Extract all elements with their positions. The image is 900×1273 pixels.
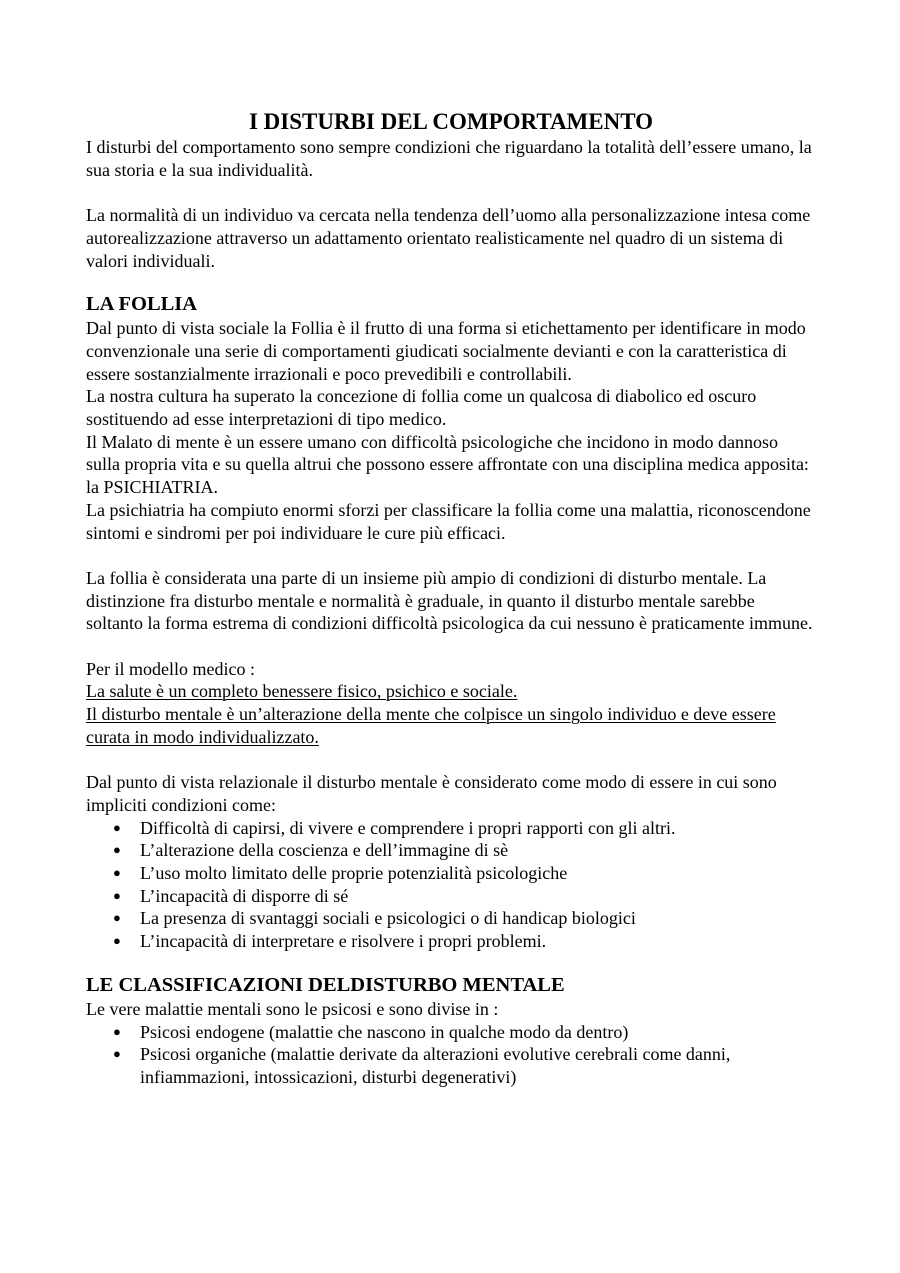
intro-paragraph-1: I disturbi del comportamento sono sempre condizioni che riguardano la totalità dell’essere umano, la sua storia e la sua individualità. [86,137,812,180]
list-item [86,907,816,930]
spacer [86,749,816,772]
list-item [86,1021,816,1044]
follia-paragraph-4: La psichiatria ha compiuto enormi sforzi per classificare la follia come una malattia, riconoscendone sintomi e sindromi per poi individuare le cure più efficaci. [86,499,811,543]
follia-paragraph-3: Il Malato di mente è un essere umano con difficoltà psicologiche che incidono in modo dannoso sulla propria vita e su quella altrui che possono essere affrontate con una disciplina medica apposita: la PSICHIATRIA. [86,431,809,498]
list-item-text: L’alterazione della coscienza e dell’immagine di sè [140,840,509,861]
list-item [86,817,816,840]
bullet-icon: ● [113,1023,121,1039]
list-item-text: Difficoltà di capirsi, di vivere e comprendere i propri rapporti con gli altri. [140,817,676,838]
list-item-text: Psicosi endogene (malattie che nascono in qualche modo da dentro) [140,1021,629,1042]
list-item [86,885,816,908]
medical-model-definition-1: La salute è un completo benessere fisico, psichico e sociale. [86,681,518,702]
bullet-icon: ● [113,865,121,881]
list-item-text: La presenza di svantaggi sociali e psicologici o di handicap biologici [140,908,636,929]
document-title: I DISTURBI DEL COMPORTAMENTO [248,109,654,134]
list-item-text: L’uso molto limitato delle proprie potenzialità psicologiche [140,863,568,884]
classificazioni-list [86,1021,816,1089]
medical-model-definition-2: Il disturbo mentale è un’alterazione della mente che colpisce un singolo individuo e deve essere curata in modo individualizzato. [86,704,776,747]
bullet-icon: ● [113,1046,121,1062]
bullet-icon: ● [113,819,121,835]
list-item-text: Psicosi organiche (malattie derivate da alterazioni evolutive cerebrali come danni, infiammazioni, intossicazioni, disturbi degenerativi) [140,1044,731,1087]
list-item-text: L’incapacità di disporre di sé [140,885,349,906]
classificazioni-intro: Le vere malattie mentali sono le psicosi e sono divise in : [86,998,499,1019]
list-item [86,839,816,862]
spacer [86,272,816,291]
follia-disturbo-paragraph: La follia è considerata una parte di un insieme più ampio di condizioni di disturbo mentale. La distinzione fra disturbo mentale e normalità è graduale, in quanto il disturbo mentale sarebbe soltanto la forma estrema di condizioni difficoltà psicologica da cui nessuno è praticamente immune. [86,567,813,634]
list-item [86,1043,816,1088]
spacer [86,181,816,204]
bullet-icon: ● [113,842,121,858]
follia-paragraph-2: La nostra cultura ha superato la concezione di follia come un qualcosa di diabolico ed oscuro sostituendo ad esse interpretazioni di tipo medico. [86,386,757,430]
bullet-icon: ● [113,910,121,926]
section-heading-follia: LA FOLLIA [86,293,198,316]
intro-paragraph-2: La normalità di un individuo va cercata nella tendenza dell’uomo alla personalizzazione intesa come autorealizzazione attraverso un adattamento orientato realisticamente nel quadro di un sistema di valori individuali. [86,205,811,271]
relational-intro: Dal punto di vista relazionale il disturbo mentale è considerato come modo di essere in cui sono impliciti condizioni come: [86,772,777,815]
bullet-icon: ● [113,933,121,949]
document-page [86,108,816,1089]
follia-paragraph-1: Dal punto di vista sociale la Follia è il frutto di una forma si etichettamento per identificare in modo convenzionale una serie di comportamenti giudicati socialmente devianti e con la caratteristica di essere sostanzialmente irrazionali e poco prevedibili e controllabili. [86,318,806,384]
relational-list [86,817,816,953]
spacer [86,544,816,567]
medical-model-intro: Per il modello medico : [86,658,255,679]
spacer [86,635,816,658]
bullet-icon: ● [113,887,121,903]
section-heading-classificazioni: LE CLASSIFICAZIONI DELDISTURBO MENTALE [86,973,565,996]
spacer [86,953,816,972]
list-item-text: L’incapacità di interpretare e risolvere i propri problemi. [140,931,547,952]
list-item [86,930,816,953]
list-item [86,862,816,885]
